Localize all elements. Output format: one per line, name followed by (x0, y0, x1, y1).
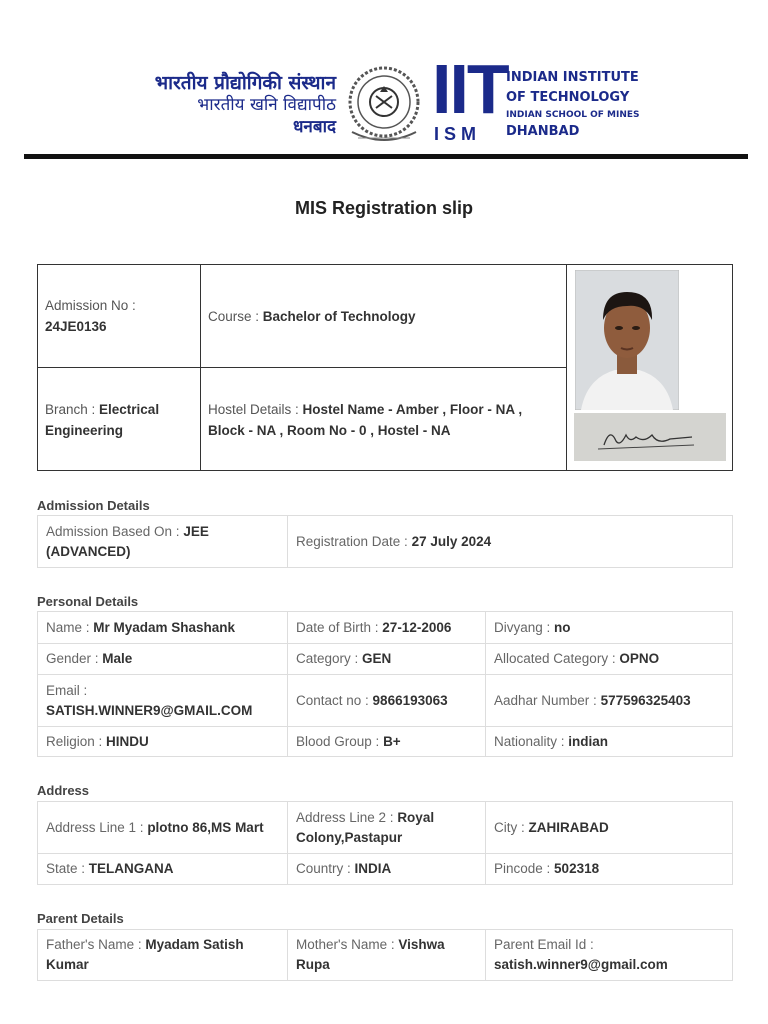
contact-cell (288, 675, 486, 727)
name-label: Name : (46, 619, 94, 635)
iit-ism-logo (432, 50, 508, 144)
admission-no-cell (38, 265, 201, 368)
father-name-value: Myadam Satish Kumar (46, 937, 244, 972)
registration-date-cell (288, 516, 732, 567)
aadhar-label: Aadhar Number : (494, 692, 601, 708)
address-line2-cell (288, 802, 486, 854)
student-photo (575, 270, 679, 410)
divyang-label: Divyang : (494, 619, 555, 635)
student-signature (574, 413, 726, 461)
gender-value: Male (102, 651, 133, 666)
name-value: Mr Myadam Shashank (93, 619, 236, 635)
dob-value: 27-12-2006 (382, 619, 452, 635)
mother-name-label: Mother's Name : (296, 937, 399, 952)
email-value: SATISH.WINNER9@GMAIL.COM (46, 702, 253, 718)
category-label: Category : (296, 651, 363, 666)
admission-based-on-value: JEE (ADVANCED) (46, 523, 209, 559)
branch-cell (38, 368, 201, 470)
parent-details-table (37, 929, 733, 981)
state-cell (38, 854, 288, 884)
registration-date-label: Registration Date : (296, 533, 412, 549)
blood-group-value: B+ (383, 733, 401, 749)
name-line-3: INDIAN SCHOOL OF MINES (506, 110, 640, 120)
category-value: GEN (362, 651, 392, 666)
name-line-1: INDIAN INSTITUTE (506, 70, 639, 85)
hindi-line-3: धनबाद (292, 117, 336, 137)
nationality-value: indian (568, 733, 609, 749)
contact-value: 9866193063 (372, 692, 448, 708)
admission-based-on-label: Admission Based On : (46, 523, 184, 539)
ism-letters: ISM (434, 124, 482, 144)
city-cell (486, 802, 732, 854)
email-label: Email : (46, 682, 88, 698)
divyang-value: no (554, 619, 571, 635)
parent-email-cell (486, 930, 732, 980)
institute-header (24, 50, 748, 156)
email-cell (38, 675, 288, 727)
address-line2-label: Address Line 2 : (296, 809, 398, 825)
parent-email-value: satish.winner9@gmail.com (494, 957, 668, 972)
allocated-category-value: OPNO (619, 651, 660, 666)
state-label: State : (46, 861, 89, 876)
pincode-label: Pincode : (494, 861, 555, 876)
allocated-category-label: Allocated Category : (494, 651, 620, 666)
address-heading: Address (37, 783, 90, 798)
hindi-institute-name (155, 72, 336, 138)
hindi-line-2: भारतीय खनि विद्यापीठ (197, 95, 336, 115)
pincode-cell (486, 854, 732, 884)
page-title: MIS Registration slip (294, 198, 474, 218)
address-line1-cell (38, 802, 288, 854)
hostel-label: Hostel Details : (208, 402, 303, 417)
name-line-4: DHANBAD (506, 124, 580, 139)
country-cell (288, 854, 486, 884)
blood-group-cell (288, 727, 486, 756)
mother-name-cell (288, 930, 486, 980)
religion-label: Religion : (46, 733, 107, 749)
name-line-2: OF TECHNOLOGY (506, 90, 630, 105)
institute-english-name (506, 68, 640, 142)
dob-cell (288, 612, 486, 644)
institute-seal-logo (346, 62, 422, 150)
nationality-label: Nationality : (494, 733, 569, 749)
parent-details-heading: Parent Details (37, 911, 124, 926)
personal-details-table (37, 611, 733, 757)
address-line1-value: plotno 86,MS Mart (147, 819, 264, 835)
dob-label: Date of Birth : (296, 619, 383, 635)
personal-details-heading: Personal Details (37, 594, 139, 609)
iit-letters: IIT (432, 50, 508, 128)
gender-cell (38, 644, 288, 675)
admission-details-heading: Admission Details (37, 498, 150, 513)
contact-label: Contact no : (296, 692, 373, 708)
hostel-cell (201, 368, 566, 470)
category-cell (288, 644, 486, 675)
course-value: Bachelor of Technology (262, 309, 416, 324)
aadhar-value: 577596325403 (600, 692, 691, 708)
course-cell (201, 265, 566, 368)
photo-cell (566, 265, 733, 470)
address-line2-value: Royal Colony,Pastapur (296, 809, 435, 845)
header-divider (24, 154, 748, 159)
mother-name-value: Vishwa Rupa (296, 937, 445, 972)
admission-no-label: Admission No : (45, 298, 136, 313)
father-name-cell (38, 930, 288, 980)
religion-value: HINDU (106, 733, 149, 749)
hindi-line-1: भारतीय प्रौद्योगिकी संस्थान (154, 72, 336, 94)
address-table (37, 801, 733, 885)
father-name-label: Father's Name : (46, 937, 146, 952)
divyang-cell (486, 612, 732, 644)
allocated-category-cell (486, 644, 732, 675)
address-line1-label: Address Line 1 : (46, 819, 148, 835)
religion-cell (38, 727, 288, 756)
branch-value: Electrical Engineering (45, 402, 160, 438)
parent-email-label: Parent Email Id : (494, 937, 594, 952)
city-value: ZAHIRABAD (528, 819, 609, 835)
admission-based-on-cell (38, 516, 288, 567)
aadhar-cell (486, 675, 732, 727)
city-label: City : (494, 819, 529, 835)
admission-details-table (37, 515, 733, 568)
state-value: TELANGANA (88, 861, 174, 876)
nationality-cell (486, 727, 732, 756)
name-cell (38, 612, 288, 644)
summary-table (37, 264, 733, 471)
course-label: Course : (208, 309, 263, 324)
blood-group-label: Blood Group : (296, 733, 384, 749)
admission-no-value: 24JE0136 (45, 319, 107, 334)
country-value: INDIA (354, 861, 392, 876)
registration-date-value: 27 July 2024 (411, 533, 492, 549)
branch-label: Branch : (45, 402, 100, 417)
hostel-value: Hostel Name - Amber , Floor - NA , Block - NA , Room No - 0 , Hostel - NA (208, 402, 523, 438)
pincode-value: 502318 (554, 861, 600, 876)
country-label: Country : (296, 861, 355, 876)
gender-label: Gender : (46, 651, 103, 666)
